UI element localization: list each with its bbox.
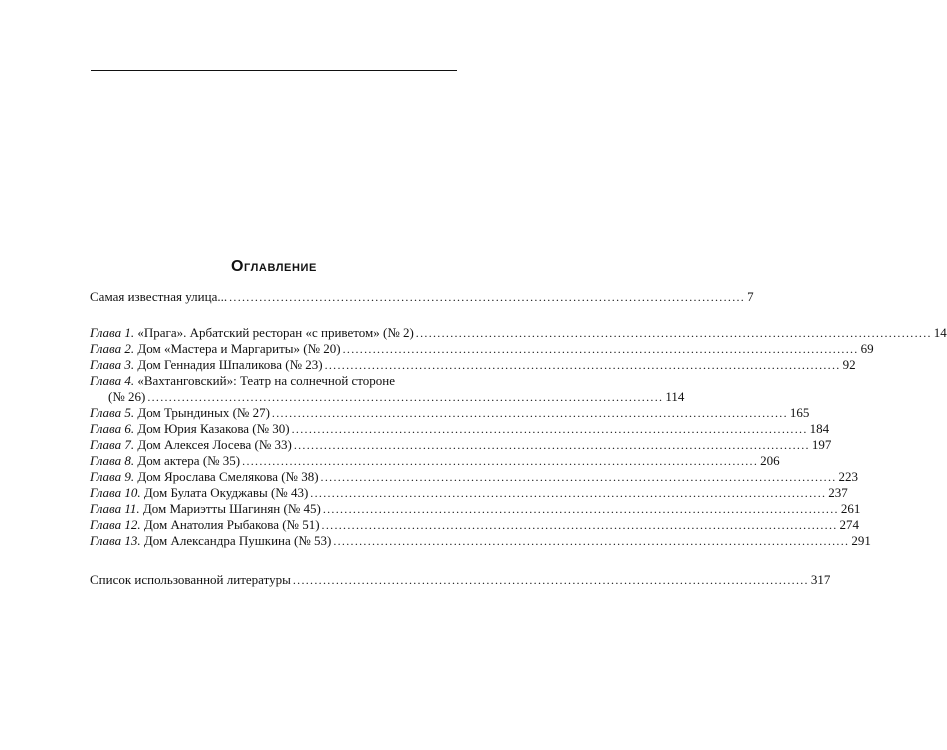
toc-entry-intro[interactable] bbox=[90, 289, 754, 305]
toc-entry-text bbox=[90, 341, 341, 357]
chapter-label: Глава 10. bbox=[90, 485, 141, 500]
chapter-label: Глава 13. bbox=[90, 533, 141, 548]
chapter-title: Дом Геннадия Шпаликова (№ 23) bbox=[137, 357, 323, 372]
top-rule bbox=[91, 70, 457, 71]
toc-entry-first-line bbox=[90, 373, 458, 389]
toc-page-number: 237 bbox=[828, 485, 848, 500]
toc-entry-chapter[interactable] bbox=[90, 501, 861, 517]
toc-entry-chapter[interactable] bbox=[90, 485, 848, 501]
toc-page-number: 7 bbox=[747, 289, 754, 304]
leader-dots: ........................................................................................................................ bbox=[310, 486, 827, 500]
toc-page-number: 206 bbox=[760, 453, 780, 468]
toc-entry-chapter[interactable] bbox=[90, 421, 830, 437]
chapter-label: Глава 9. bbox=[90, 469, 135, 484]
chapter-label: Глава 5. bbox=[90, 405, 135, 420]
toc-entry-bibliography[interactable] bbox=[90, 572, 831, 588]
toc-entry-chapter[interactable] bbox=[90, 373, 685, 405]
leader-dots: ........................................................................................................................ bbox=[293, 438, 810, 452]
leader-dots: ........................................................................................................................ bbox=[320, 470, 837, 484]
leader-dots: ........................................................................................................................ bbox=[333, 534, 850, 548]
leader-dots: ........................................................................................................................ bbox=[229, 290, 746, 304]
chapter-title: Дом «Мастера и Маргариты» (№ 20) bbox=[137, 341, 341, 356]
toc-page-number: 197 bbox=[811, 437, 832, 452]
chapter-label: Глава 4. bbox=[90, 373, 135, 388]
toc-page-number: 114 bbox=[665, 389, 685, 404]
toc-entry-text bbox=[90, 501, 321, 517]
chapter-label: Глава 3. bbox=[90, 357, 135, 372]
toc-entry-text bbox=[90, 517, 320, 533]
leader-dots: ........................................................................................................................ bbox=[271, 406, 788, 420]
leader-dots: ........................................................................................................................ bbox=[291, 422, 808, 436]
chapter-list bbox=[90, 325, 947, 549]
leader-dots: ........................................................................................................................ bbox=[147, 390, 664, 404]
chapter-title: Дом Юрия Казакова (№ 30) bbox=[137, 421, 290, 436]
toc-entry-text bbox=[90, 421, 290, 437]
leader-dots: ........................................................................................................................ bbox=[292, 573, 809, 587]
chapter-label: Глава 8. bbox=[90, 453, 135, 468]
chapter-title: Дом Алексея Лосева (№ 33) bbox=[137, 437, 292, 452]
toc-page-number: 223 bbox=[838, 469, 859, 484]
toc-entry-text bbox=[90, 533, 331, 549]
toc-page-number: 261 bbox=[840, 501, 861, 516]
chapter-title: Дом актера (№ 35) bbox=[137, 453, 241, 468]
leader-dots: ........................................................................................................................ bbox=[242, 454, 759, 468]
chapter-label: Глава 12. bbox=[90, 517, 141, 532]
toc-page-number: 317 bbox=[810, 572, 831, 587]
leader-dots: ........................................................................................................................ bbox=[322, 502, 839, 516]
chapter-label: Глава 1. bbox=[90, 325, 135, 340]
toc-page-number: 92 bbox=[842, 357, 856, 372]
toc-entry-text bbox=[90, 485, 308, 501]
toc-entry-chapter[interactable] bbox=[90, 405, 810, 421]
toc-page-number: 274 bbox=[839, 517, 860, 532]
leader-dots: ........................................................................................................................ bbox=[415, 326, 932, 340]
toc-entry-text bbox=[90, 453, 240, 469]
leader-dots: ........................................................................................................................ bbox=[321, 518, 838, 532]
chapter-label: Глава 7. bbox=[90, 437, 135, 452]
leader-dots: ........................................................................................................................ bbox=[342, 342, 859, 356]
toc-entry-chapter[interactable] bbox=[90, 469, 859, 485]
toc-entry-text bbox=[90, 325, 414, 341]
toc-entry-chapter[interactable] bbox=[90, 533, 871, 549]
toc-entry-chapter[interactable] bbox=[90, 325, 947, 341]
toc-entry-text: Список использованной литературы bbox=[90, 572, 291, 587]
chapter-title: Дом Булата Окуджавы (№ 43) bbox=[143, 485, 309, 500]
toc-entry-chapter[interactable] bbox=[90, 357, 856, 373]
toc-entry-text bbox=[90, 357, 323, 373]
toc-entry-chapter[interactable] bbox=[90, 453, 780, 469]
toc-page-number: 291 bbox=[851, 533, 871, 548]
chapter-title: Дом Александра Пушкина (№ 53) bbox=[143, 533, 332, 548]
toc-entry-text bbox=[90, 437, 292, 453]
chapter-label: Глава 2. bbox=[90, 341, 135, 356]
toc-entry-chapter[interactable] bbox=[90, 517, 860, 533]
leader-dots: ........................................................................................................................ bbox=[324, 358, 841, 372]
chapter-title: Дом Ярослава Смелякова (№ 38) bbox=[137, 469, 319, 484]
toc-entry-text bbox=[90, 469, 319, 485]
chapter-label: Глава 11. bbox=[90, 501, 140, 516]
toc-entry-continuation bbox=[90, 389, 685, 405]
chapter-title: Дом Мариэтты Шагинян (№ 45) bbox=[142, 501, 321, 516]
toc-page-number: 69 bbox=[860, 341, 874, 356]
chapter-title: «Прага». Арбатский ресторан «с приветом» (№ 2) bbox=[137, 325, 414, 340]
chapter-label: Глава 6. bbox=[90, 421, 135, 436]
toc-page-number: 14 bbox=[933, 325, 947, 340]
toc-entry-chapter[interactable] bbox=[90, 341, 874, 357]
chapter-title: Дом Трындиных (№ 27) bbox=[137, 405, 270, 420]
chapter-title: Дом Анатолия Рыбакова (№ 51) bbox=[143, 517, 320, 532]
chapter-title-continued: (№ 26) bbox=[108, 389, 146, 404]
chapter-title: «Вахтанговский»: Театр на солнечной стороне bbox=[137, 373, 396, 388]
toc-entry-chapter[interactable] bbox=[90, 437, 832, 453]
toc-title: Оглавление bbox=[231, 258, 317, 275]
toc-entry-text: Самая известная улица... bbox=[90, 289, 228, 304]
toc-page-number: 184 bbox=[809, 421, 830, 436]
table-of-contents bbox=[90, 289, 947, 588]
toc-entry-text bbox=[90, 405, 270, 421]
toc-page-number: 165 bbox=[789, 405, 810, 420]
